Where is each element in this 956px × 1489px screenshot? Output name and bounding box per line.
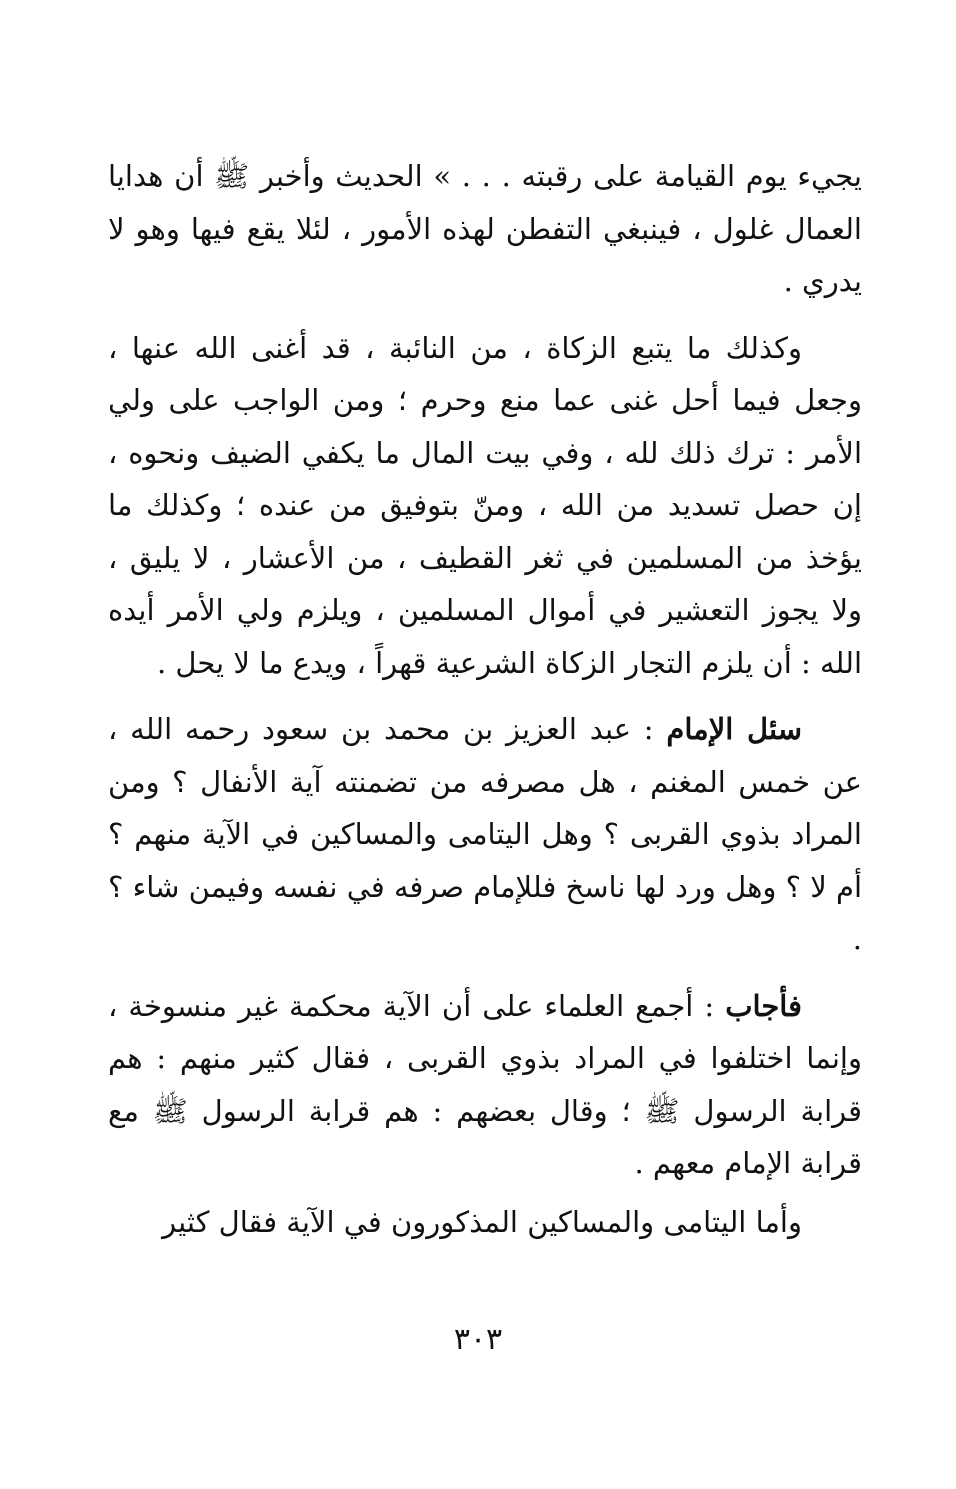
paragraph-3-lead: سئل الإمام (666, 712, 803, 746)
paragraph-4 (108, 980, 862, 1190)
main-text (108, 150, 862, 1248)
paragraph-4-text: : أجمع العلماء على أن الآية محكمة غير منسوخة ، وإنما اختلفوا في المراد بذوي القربى ، فقال كثير منهم : هم قرابة الرسول ﷺ ؛ وقال بعضهم : هم قرابة الرسول ﷺ مع قرابة الإمام معهم . (108, 988, 862, 1180)
paragraph-1 (108, 150, 862, 308)
paragraph-4-lead: فأجاب (725, 988, 802, 1023)
paragraph-2-text: وكذلك ما يتبع الزكاة ، من النائبة ، قد أغنى الله عنها ، وجعل فيما أحل غنى عما منع وحرم ؛ ومن الواجب على ولي الأمر : ترك ذلك لله ، وفي بيت المال ما يكفي الضيف ونحوه ، إن حصل تسديد من الله ، ومنّ بتوفيق من عنده ؛ وكذلك ما يؤخذ من المسلمين في ثغر القطيف ، من الأعشار ، لا يليق ، ولا يجوز التعشير في أموال المسلمين ، ويلزم ولي الأمر أيده الله : أن يلزم التجار الزكاة الشرعية قهراً ، ويدع ما لا يحل . (108, 330, 862, 680)
paragraph-1-text: يجيء يوم القيامة على رقبته . . . » الحديث وأخبر ﷺ أن هدايا العمال غلول ، فينبغي التفطن لهذه الأمور ، لئلا يقع فيها وهو لا يدري . (108, 159, 862, 298)
paragraph-3 (108, 703, 862, 966)
paragraph-5 (108, 1196, 862, 1249)
paragraph-3-text: : عبد العزيز بن محمد بن سعود رحمه الله ، عن خمس المغنم ، هل مصرفه من تضمنته آية الأنفال ؟ ومن المراد بذوي القربى ؟ وهل اليتامى والمساكين في الآية منهم ؟ أم لا ؟ وهل ورد لها ناسخ فللإمام صرفه في نفسه وفيمن شاء ؟ . (108, 712, 862, 956)
page-number: ٣٠٣ (453, 1322, 503, 1357)
paragraph-5-text: وأما اليتامى والمساكين المذكورون في الآية فقال كثير (162, 1204, 802, 1239)
paragraph-2 (108, 322, 862, 690)
